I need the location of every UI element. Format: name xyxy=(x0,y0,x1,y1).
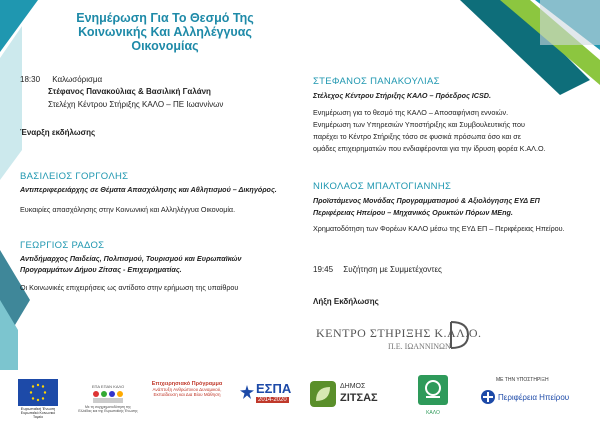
speaker3-topic-line3: παρέχει το Κέντρο Στήριξης τόσο σε φυσικά πρόσωπα όσο και σε xyxy=(313,132,521,141)
speaker2-name: ΓΕΩΡΓΙΟΣ ΡΑΔΟΣ xyxy=(20,240,105,251)
speaker4-topic: Χρηματοδότηση των Φορέων ΚΑΛΟ μέσω της ΕΥΔ ΕΠ – Περιφέρειας Ηπείρου. xyxy=(313,224,565,233)
speaker2-role-line1: Αντιδήμαρχος Παιδείας, Πολιτισμού, Τουρισμού και Ευρωπαϊκών xyxy=(20,254,242,263)
espa-label: ΕΣΠΑ xyxy=(256,381,292,396)
speaker2-topic: Οι Κοινωνικές επιχειρήσεις ως αντίδοτο στην ερήμωση της υπαίθρου xyxy=(20,283,239,292)
region-label: Περιφέρεια Ηπείρου xyxy=(498,393,570,402)
speaker1-name: ΒΑΣΙΛΕΙΟΣ ΓΟΡΓΟΛΗΣ xyxy=(20,171,129,182)
welcome-block xyxy=(20,74,102,85)
discussion-time: 19:45 xyxy=(313,265,334,274)
dimos-zitsas-logo xyxy=(310,377,380,417)
speaker1-role: Αντιπεριφερειάρχης σε Θέματα Απασχόλησης και Αθλητισμού – Δικηγόρος. xyxy=(20,185,277,194)
speaker4-name: ΝΙΚΟΛΑΟΣ ΜΠΑΛΤΟΓΙΑΝΝΗΣ xyxy=(313,181,452,192)
speaker4-role-line2: Περιφέρειας Ηπείρου – Μηχανικός Ορυκτών Πόρων MEng. xyxy=(313,208,513,217)
speaker3-name: ΣΤΕΦΑΝΟΣ ΠΑΝΑΚΟΥΛΙΑΣ xyxy=(313,76,440,87)
op-line2: Ανάπτυξη Ανθρώπινου Δυναμικού, xyxy=(152,387,222,392)
center-name: ΚΕΝΤΡΟ ΣΤΗΡΙΞΗΣ Κ.ΑΛ.Ο. xyxy=(316,326,482,340)
eu-sub: Ευρωπαϊκό Κοινωνικό Ταμείο xyxy=(20,411,56,419)
people-icon xyxy=(88,389,128,405)
speaker1-topic: Ευκαιρίες απασχόλησης στην Κοινωνική και Αλληλέγγυα Οικονομία. xyxy=(20,205,236,214)
program-caption: Με τη συγχρηματοδότηση της Ελλάδας και της Ευρωπαϊκής Ένωσης xyxy=(78,404,138,413)
espa-logo xyxy=(240,379,302,417)
dimos-name: ΖΙΤΣΑΣ xyxy=(340,392,378,404)
dimos-leaf-icon xyxy=(310,381,336,407)
welcome-label: Καλωσόρισμα xyxy=(52,75,103,84)
welcome-speakers: Στέφανος Πανακούλιας & Βασιλική Γαλάνη xyxy=(48,87,211,96)
discussion-label: Συζήτηση με Συμμετέχοντες xyxy=(343,265,442,274)
welcome-role: Στελέχη Κέντρου Στήριξης ΚΑΛΟ – ΠΕ Ιωαννίνων xyxy=(48,100,224,109)
eu-logo xyxy=(16,379,60,419)
speaker3-role: Στέλεχος Κέντρου Στήριξης ΚΑΛΟ – Πρόεδρος ICSD. xyxy=(313,91,491,100)
espa-years: 2014-2020 xyxy=(258,397,287,403)
opening-label: Έναρξη εκδήλωσης xyxy=(20,128,96,137)
eu-label: Ευρωπαϊκή Ένωση xyxy=(20,406,56,411)
program-small-label: ΕΠΑ ΕΠΑΝ ΚΑΛΟ xyxy=(91,383,125,389)
title-line-2: Κοινωνικής Και Αλληλέγγυας xyxy=(78,25,252,39)
speaker3-topic-line2: Ενημέρωση των Υπηρεσιών Υποστήριξης και Συμβουλευτικής που xyxy=(313,120,525,129)
eu-flag-icon xyxy=(18,379,58,406)
welcome-time: 18:30 xyxy=(20,75,41,84)
closing-label: Λήξη Εκδήλωσης xyxy=(313,297,379,306)
op-title: Επιχειρησιακό Πρόγραμμα xyxy=(151,381,223,387)
kalo-logo-icon xyxy=(418,375,448,405)
speaker2-role-line2: Προγραμμάτων Δήμου Ζίτσας - Επιχειρηματίας. xyxy=(20,265,182,274)
title-line-3: Οικονομίας xyxy=(131,39,199,53)
op-line3: Εκπαίδευση και Δια Βίου Μάθηση xyxy=(153,392,221,397)
discussion-block xyxy=(313,264,442,275)
support-label: ΜΕ ΤΗΝ ΥΠΟΣΤΗΡΙΞΗ xyxy=(496,377,549,383)
speaker4-role-line1: Προϊστάμενος Μονάδας Προγραμματισμού & Αξιολόγησης ΕΥΔ ΕΠ xyxy=(313,196,540,205)
program-logo xyxy=(78,377,138,419)
espa-star-icon xyxy=(240,385,254,399)
center-sub: Π.Ε. ΙΩΑΝΝΙΝΩΝ xyxy=(388,342,451,351)
kalo-label: ΚΑΛΟ xyxy=(426,410,440,416)
op-text xyxy=(142,381,232,397)
page-title xyxy=(40,11,290,53)
center-logo-icon xyxy=(448,320,470,350)
region-logo xyxy=(478,377,590,417)
right-decoration xyxy=(440,0,600,100)
title-line-1: Ενημέρωση Για Το Θεσμό Της xyxy=(76,11,254,25)
speaker3-topic-line1: Ενημέρωση για το θεσμό της ΚΑΛΟ – Αποσαφήνιση εννοιών. xyxy=(313,108,509,117)
region-emblem-icon xyxy=(480,389,496,405)
kalo-logo xyxy=(418,375,448,417)
dimos-label: ΔΗΜΟΣ xyxy=(340,383,366,390)
speaker3-topic-line4: ομάδες επιχειρηματιών που ενδιαφέρονται για την ίδρυση φορέα Κ.ΑΛ.Ο. xyxy=(313,144,546,153)
footer-logos xyxy=(0,371,600,423)
